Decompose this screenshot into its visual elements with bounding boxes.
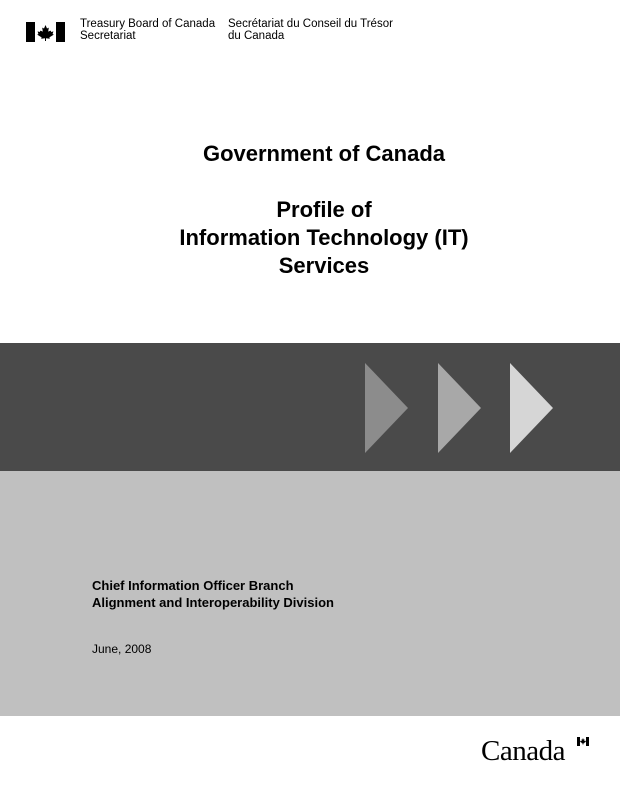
arrow-2-icon	[438, 363, 481, 453]
wordmark-flag-icon	[577, 736, 589, 748]
agency-fr-line1: Secrétariat du Conseil du Trésor	[228, 18, 393, 30]
light-banner	[0, 471, 620, 716]
document-title	[0, 140, 620, 280]
publication-date: June, 2008	[92, 642, 152, 656]
branch-line1: Chief Information Officer Branch	[92, 578, 294, 593]
arrow-3-icon	[510, 363, 553, 453]
title-spacer	[0, 168, 620, 196]
title-line-it: Information Technology (IT)	[179, 225, 469, 250]
dark-banner	[0, 343, 620, 471]
title-line-government: Government of Canada	[202, 141, 446, 166]
agency-en-line1: Treasury Board of Canada	[80, 18, 216, 30]
government-signature	[26, 18, 426, 48]
arrow-1-icon	[365, 363, 408, 453]
branch-line2: Alignment and Interoperability Division	[92, 595, 334, 610]
title-line-services: Services	[278, 253, 370, 278]
canada-wordmark	[481, 734, 591, 768]
agency-en-line2: Secretariat	[80, 30, 136, 42]
agency-name-english	[80, 18, 215, 42]
canada-flag-icon	[26, 22, 65, 42]
canada-wordmark-text: Canada	[481, 735, 565, 767]
arrow-chevrons-decoration	[0, 343, 620, 471]
branch-info	[92, 577, 334, 611]
agency-fr-line2: du Canada	[228, 30, 285, 42]
title-line-profile: Profile of	[276, 197, 372, 222]
agency-name-french	[228, 18, 393, 42]
